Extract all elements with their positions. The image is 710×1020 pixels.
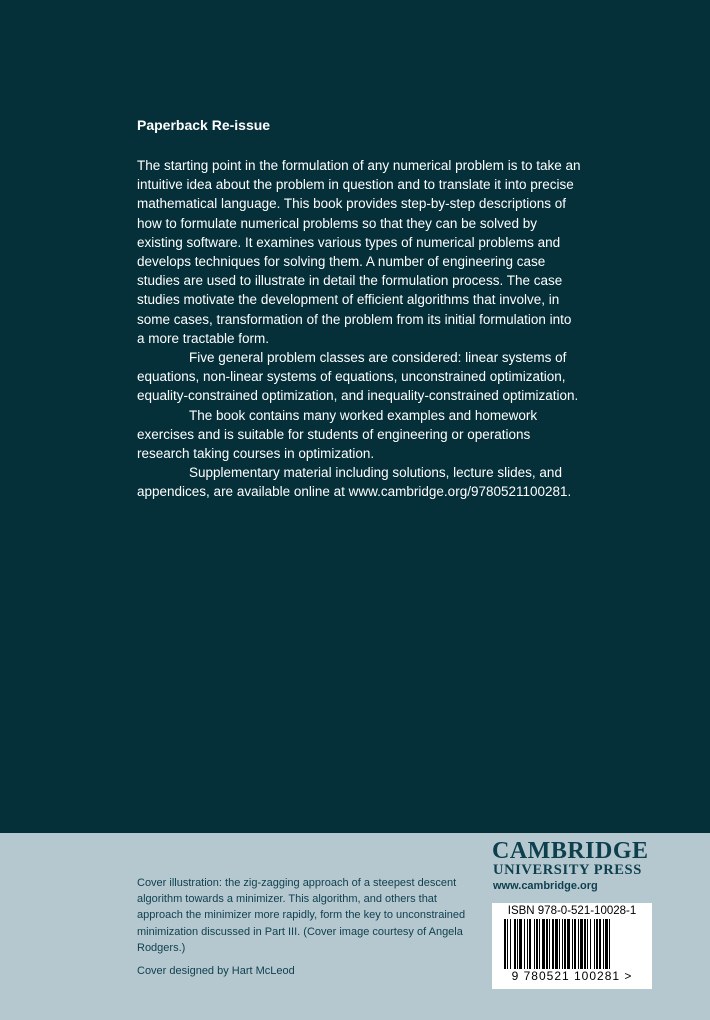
edition-heading: Paperback Re-issue: [137, 117, 271, 133]
blurb-paragraph: The book contains many worked examples and homework exercises and is suitable for students of engineering or operations research taking courses in optimization.: [137, 407, 538, 462]
barcode-number: 9 780521 100281 >: [511, 969, 633, 983]
blurb-paragraph: Supplementary material including solutions, lecture slides, and appendices, are available online at www.cambridge.org/9780521100281.: [137, 465, 572, 500]
cover-illustration-credit: Cover illustration: the zig-zagging approach of a steepest descent algorithm towards a minimizer. This algorithm, and others that approach the minimizer more rapidly, form the key to unconstrained minimization discussed in Part III. (Cover image courtesy of Angela Rodgers.): [137, 877, 466, 954]
blurb-text: [137, 156, 582, 502]
isbn-label: ISBN 978-0-521-10028-1: [507, 905, 637, 917]
barcode-bars-icon: [492, 919, 652, 969]
blurb-paragraph: Five general problem classes are considered: linear systems of equations, non-linear systems of equations, unconstrained optimization, equality-constrained optimization, and inequality-constrained optimization.: [137, 350, 579, 404]
publisher-logo-cambridge: CAMBRIDGE: [492, 838, 649, 864]
designer-credit: Cover designed by Hart McLeod: [137, 965, 295, 977]
isbn-barcode: [492, 903, 652, 989]
blurb-paragraph: The starting point in the formulation of any numerical problem is to take an intuitive idea about the problem in question and to translate it into precise mathematical language. This book provides step-by-step descriptions of how to formulate numerical problems so that they can be solved by existing software. It examines various types of numerical problems and develops techniques for solving them. A number of engineering case studies are used to illustrate in detail the formulation process. The case studies motivate the development of efficient algorithms that involve, in some cases, transformation of the problem from its initial formulation into a more tractable form.: [137, 158, 581, 346]
publisher-logo-university-press: UNIVERSITY PRESS: [493, 862, 642, 878]
publisher-url: www.cambridge.org: [493, 880, 598, 892]
